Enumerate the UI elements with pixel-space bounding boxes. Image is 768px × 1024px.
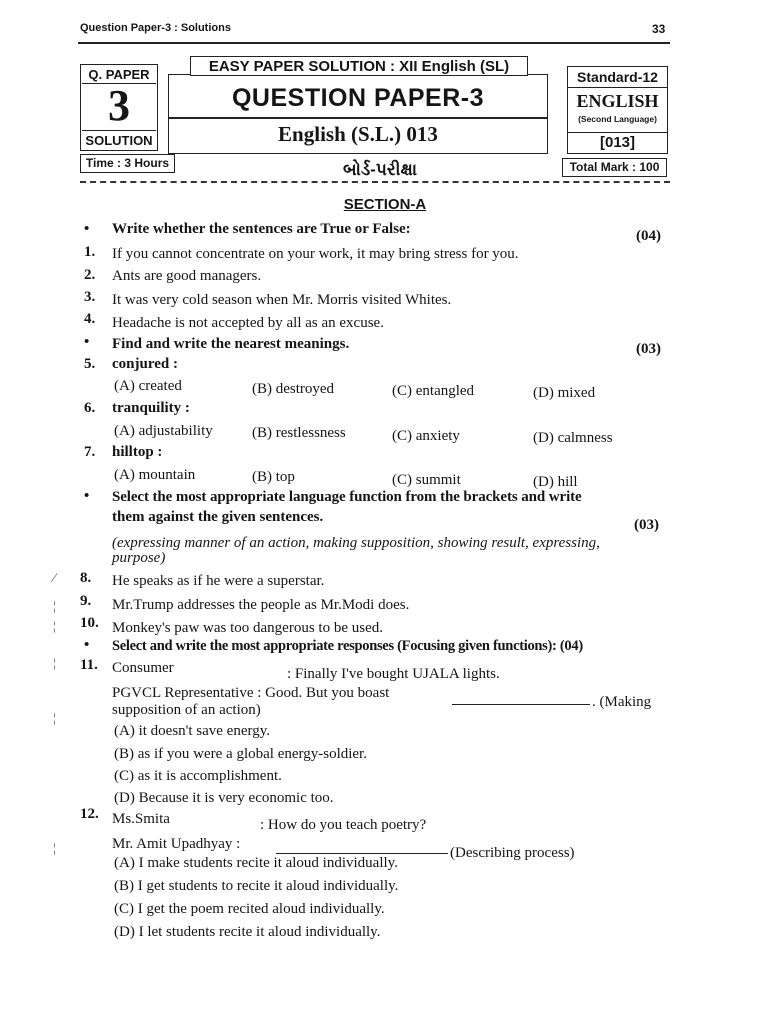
option: (B) I get students to recite it aloud individually.: [114, 878, 399, 894]
question-text: He speaks as if he were a superstar.: [112, 573, 325, 589]
banner: EASY PAPER SOLUTION : XII English (SL): [190, 56, 528, 76]
question-number: 8.: [80, 570, 92, 586]
function-hint: (expressing manner of an action, making supposition, showing result, expressing,: [112, 535, 600, 551]
option: (C) I get the poem recited aloud individually.: [114, 901, 385, 917]
section-title: SECTION-A: [343, 196, 427, 213]
function-hint-2: purpose): [112, 550, 166, 566]
question-number: 6.: [84, 400, 96, 416]
paper-subtitle: English (S.L.) 013: [278, 122, 438, 146]
question-number: 2.: [84, 267, 96, 283]
scan-mark: ¦: [53, 598, 56, 613]
question-text: Mr.Trump addresses the people as Mr.Modi does.: [112, 597, 410, 613]
answer-blank: [276, 853, 448, 854]
bullet: •: [84, 221, 90, 237]
word: tranquility :: [112, 400, 190, 416]
question-text: It was very cold season when Mr. Morris visited Whites.: [112, 292, 452, 308]
dialogue-line: : Finally I've bought UJALA lights.: [287, 666, 500, 682]
dialogue-line: : How do you teach poetry?: [260, 817, 427, 833]
instruction-language-function: Select the most appropriate language function from the brackets and write: [112, 489, 582, 505]
bullet: •: [84, 488, 90, 504]
word: conjured :: [112, 356, 178, 372]
option: (D) calmness: [533, 430, 613, 446]
q-paper-number: 3: [108, 81, 130, 130]
question-number: 3.: [84, 289, 96, 305]
dashed-divider: [80, 181, 670, 183]
function-label: (Describing process): [450, 845, 575, 861]
total-mark-label: Total Mark : 100: [562, 158, 667, 177]
question-text: Ants are good managers.: [112, 268, 262, 284]
running-header: Question Paper-3 : Solutions: [80, 22, 231, 34]
scan-mark: ¦: [53, 710, 56, 725]
second-language-label: (Second Language): [578, 114, 657, 124]
scan-mark: ¦: [53, 840, 56, 855]
header-rule: [78, 42, 670, 44]
scan-mark: ⁄: [53, 570, 56, 585]
option: (C) as it is accomplishment.: [114, 768, 282, 784]
bullet: •: [84, 334, 90, 350]
speaker: Mr. Amit Upadhyay :: [112, 836, 241, 852]
option: (D) mixed: [533, 385, 596, 401]
marks: (03): [636, 341, 661, 357]
q-paper-label: Q. PAPER: [82, 66, 156, 84]
instruction-true-false: Write whether the sentences are True or False:: [112, 221, 411, 237]
page-number: 33: [652, 22, 666, 36]
option: (B) as if you were a global energy-soldier.: [114, 746, 367, 762]
question-number: 4.: [84, 311, 96, 327]
subject-label: ENGLISH: [576, 91, 659, 111]
marks: (03): [634, 517, 659, 533]
solution-label: SOLUTION: [82, 130, 156, 149]
function-label-cont: supposition of an action): [112, 702, 261, 718]
instruction-responses: Select and write the most appropriate responses (Focusing given functions): (04): [112, 638, 583, 654]
option: (B) restlessness: [252, 425, 346, 441]
scan-mark: ¦: [53, 618, 56, 633]
option: (A) mountain: [114, 467, 196, 483]
option: (A) created: [114, 378, 182, 394]
question-text: Monkey's paw was too dangerous to be used.: [112, 620, 383, 636]
question-text: Headache is not accepted by all as an excuse.: [112, 315, 384, 331]
question-number: 12.: [80, 806, 99, 822]
option: (C) anxiety: [392, 428, 460, 444]
time-label: Time : 3 Hours: [80, 154, 175, 173]
function-label: . (Making: [592, 694, 652, 710]
board-exam-label: બોર્ડ-પરીક્ષા: [342, 160, 418, 179]
option: (A) it doesn't save energy.: [114, 723, 270, 739]
option: (D) Because it is very economic too.: [114, 790, 334, 806]
scan-mark: ¦: [53, 655, 56, 670]
question-number: 11.: [80, 657, 98, 673]
question-number: 1.: [84, 244, 96, 260]
option: (D) I let students recite it aloud individually.: [114, 924, 381, 940]
question-number: 5.: [84, 356, 96, 372]
option: (C) summit: [392, 472, 461, 488]
bullet: •: [84, 637, 90, 653]
dialogue-line: PGVCL Representative : Good. But you boast: [112, 685, 390, 701]
option: (B) top: [252, 469, 295, 485]
word: hilltop :: [112, 444, 163, 460]
instruction-language-function-2: them against the given sentences.: [112, 509, 324, 525]
answer-blank: [452, 704, 590, 705]
paper-title: QUESTION PAPER-3: [231, 84, 485, 112]
question-number: 9.: [80, 593, 92, 609]
standard-label: Standard-12: [567, 66, 668, 88]
question-number: 10.: [80, 615, 99, 631]
option: (A) I make students recite it aloud individually.: [114, 855, 398, 871]
option: (B) destroyed: [252, 381, 335, 397]
option: (A) adjustability: [114, 423, 213, 439]
marks: (04): [636, 228, 661, 244]
question-text: If you cannot concentrate on your work, it may bring stress for you.: [112, 246, 519, 262]
question-number: 7.: [84, 444, 96, 460]
title-divider: [168, 117, 548, 119]
speaker: Ms.Smita: [112, 811, 170, 827]
instruction-meanings: Find and write the nearest meanings.: [112, 336, 350, 352]
speaker: Consumer: [112, 660, 174, 676]
option: (D) hill: [533, 474, 578, 490]
subject-code: [013]: [567, 132, 668, 152]
option: (C) entangled: [392, 383, 475, 399]
